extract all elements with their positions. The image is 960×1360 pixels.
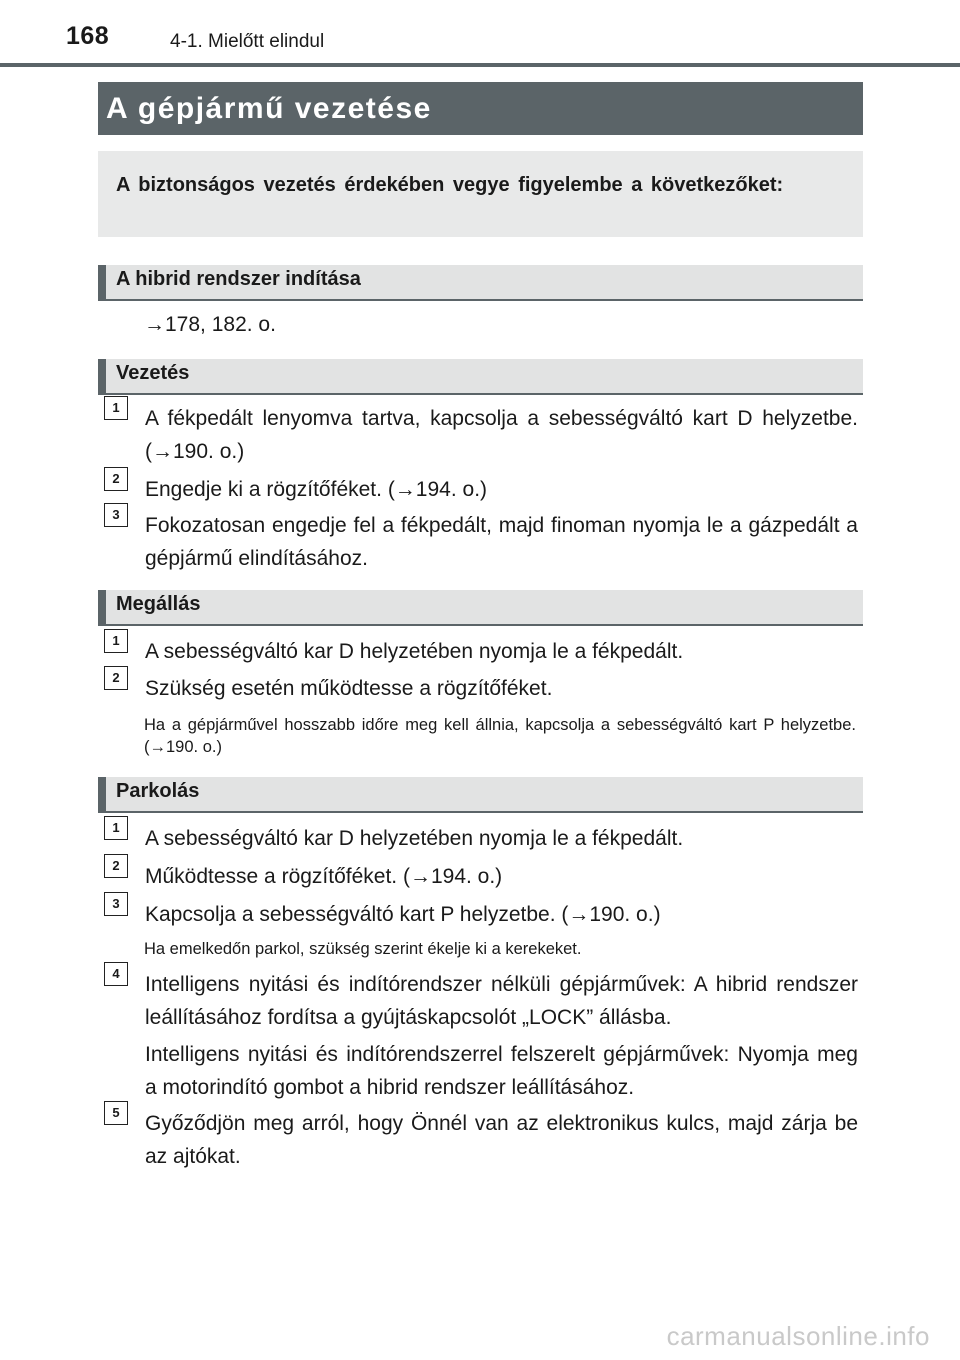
step-item	[98, 860, 858, 893]
step-number: 4	[104, 962, 128, 986]
step-text: Intelligens nyitási és indítórendszer nélküli gépjárművek: A hibrid rendszer leállításához fordítsa a gyújtáskapcsolót „LOCK” állásba.	[145, 973, 858, 1029]
step-text: Fokozatosan engedje fel a fékpedált, majd finoman nyomja le a gázpedált a gépjármű elindításához.	[145, 514, 858, 570]
header-divider	[0, 63, 960, 67]
page-reference: →178, 182. o.	[144, 313, 276, 336]
step-number: 5	[104, 1101, 128, 1125]
step-item	[98, 402, 858, 468]
step-text: A sebességváltó kar D helyzetében nyomja le a fékpedált.	[145, 640, 684, 663]
step-number: 3	[104, 892, 128, 916]
section-heading-label: Vezetés	[116, 362, 190, 384]
step-number: 3	[104, 503, 128, 527]
step-number: 2	[104, 467, 128, 491]
step-item	[98, 635, 858, 668]
step-item	[98, 672, 858, 705]
step-text: Szükség esetén működtesse a rögzítőféket.	[145, 677, 553, 700]
step-item	[98, 473, 858, 506]
section-heading-parking	[98, 777, 863, 813]
step-text: A fékpedált lenyomva tartva, kapcsolja a sebességváltó kart D helyzetbe. (→190. o.)	[145, 407, 858, 463]
watermark: carmanualsonline.info	[666, 1321, 930, 1351]
note-text: Ha emelkedőn parkol, szükség szerint ékelje ki a kerekeket.	[144, 940, 582, 958]
title-bar	[98, 82, 863, 135]
step-number: 1	[104, 629, 128, 653]
chapter-label: 4-1. Mielőtt elindul	[170, 31, 325, 52]
intro-box: A biztonságos vezetés érdekében vegye figyelembe a következőket:	[98, 151, 863, 237]
step-text: A sebességváltó kar D helyzetében nyomja le a fékpedált.	[145, 827, 684, 850]
step-text: Működtesse a rögzítőféket. (→194. o.)	[145, 865, 503, 888]
step-item	[98, 822, 858, 855]
section-heading-start	[98, 265, 863, 301]
step-number: 2	[104, 854, 128, 878]
section-heading-stopping	[98, 590, 863, 626]
step-number: 1	[104, 396, 128, 420]
note-text: Ha a gépjárművel hosszabb időre meg kell állnia, kapcsolja a sebességváltó kart P helyzetbe. (→190. o.)	[144, 716, 856, 756]
step-item	[98, 509, 858, 575]
step-text: Kapcsolja a sebességváltó kart P helyzetbe. (→190. o.)	[145, 903, 661, 926]
page-title: A gépjármű vezetése	[106, 91, 432, 125]
step-text: Engedje ki a rögzítőféket. (→194. o.)	[145, 478, 488, 501]
section-heading-driving	[98, 359, 863, 395]
page-number: 168	[66, 22, 110, 50]
step-alt-text: Intelligens nyitási és indítórendszerrel felszerelt gépjárművek: Nyomja meg a motorindító gombot a hibrid rendszer leállításához.	[145, 1043, 858, 1099]
step-number: 1	[104, 816, 128, 840]
step-item	[98, 898, 858, 931]
section-heading-label: A hibrid rendszer indítása	[116, 268, 361, 290]
step-item	[98, 968, 858, 1104]
step-number: 2	[104, 666, 128, 690]
step-text: Győződjön meg arról, hogy Önnél van az elektronikus kulcs, majd zárja be az ajtókat.	[145, 1112, 858, 1168]
step-item	[98, 1107, 858, 1173]
section-heading-label: Parkolás	[116, 780, 200, 802]
section-heading-label: Megállás	[116, 593, 201, 615]
